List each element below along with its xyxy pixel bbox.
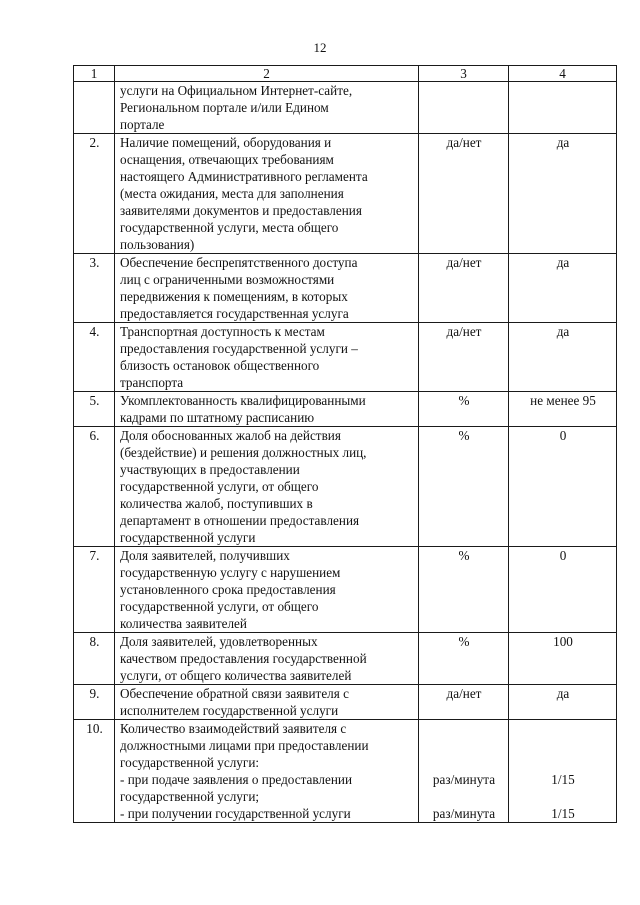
description-line: - при получении государственной услуги — [120, 806, 351, 821]
description-line: транспорта — [120, 375, 184, 390]
column-header: 2 — [115, 66, 419, 82]
column-header: 4 — [509, 66, 617, 82]
indicator-description — [115, 134, 419, 254]
description-line: качеством предоставления государственной — [120, 651, 367, 666]
description-line: государственной услуги — [120, 530, 256, 545]
value-cell — [509, 82, 617, 134]
unit-line — [424, 737, 504, 754]
indicator-description — [115, 392, 419, 427]
unit-cell: да/нет — [419, 134, 509, 254]
description-line: участвующих в предоставлении — [120, 462, 300, 477]
unit-cell — [419, 720, 509, 823]
row-number: 10. — [74, 720, 115, 823]
description-line: государственной услуги, места общего — [120, 220, 339, 235]
unit-cell: да/нет — [419, 254, 509, 323]
row-number: 5. — [74, 392, 115, 427]
description-line: департамент в отношении предоставления — [120, 513, 360, 528]
description-line: Транспортная доступность к местам — [120, 324, 325, 339]
value-line — [514, 737, 612, 754]
table-row — [74, 633, 617, 685]
description-line: заявителями документов и предоставления — [120, 203, 362, 218]
description-line: кадрами по штатному расписанию — [120, 410, 315, 425]
description-line: настоящего Административного регламента — [120, 169, 368, 184]
unit-line: раз/минута — [432, 772, 496, 787]
description-line: Доля обоснованных жалоб на действия — [120, 428, 341, 443]
value-cell: не менее 95 — [509, 392, 617, 427]
indicator-description — [115, 547, 419, 633]
table-row — [74, 82, 617, 134]
description-line: государственной услуги; — [120, 789, 260, 804]
row-number: 3. — [74, 254, 115, 323]
unit-cell: % — [419, 633, 509, 685]
row-number: 7. — [74, 547, 115, 633]
indicator-description — [115, 633, 419, 685]
description-line: исполнителем государственной услуги — [120, 703, 339, 718]
indicator-description — [115, 720, 419, 823]
value-cell: да — [509, 685, 617, 720]
value-cell: 0 — [509, 547, 617, 633]
description-line: портале — [120, 117, 165, 132]
unit-cell: % — [419, 392, 509, 427]
description-line: оснащения, отвечающих требованиям — [120, 152, 334, 167]
value-cell: да — [509, 134, 617, 254]
unit-cell — [419, 82, 509, 134]
description-line: Количество взаимодействий заявителя с — [120, 721, 347, 736]
row-number: 9. — [74, 685, 115, 720]
description-line: Наличие помещений, оборудования и — [120, 135, 332, 150]
row-number: 4. — [74, 323, 115, 392]
description-line: Обеспечение беспрепятственного доступа — [120, 255, 358, 270]
description-line: Доля заявителей, удовлетворенных — [120, 634, 318, 649]
indicators-table — [73, 65, 617, 823]
row-number: 8. — [74, 633, 115, 685]
unit-line — [424, 720, 504, 737]
description-line: государственной услуги: — [120, 755, 260, 770]
row-number — [74, 82, 115, 134]
description-line: количества жалоб, поступивших в — [120, 496, 313, 511]
table-row — [74, 427, 617, 547]
description-line: количества заявителей — [120, 616, 247, 631]
description-line: (места ожидания, места для заполнения — [120, 186, 344, 201]
row-number: 2. — [74, 134, 115, 254]
unit-cell: % — [419, 427, 509, 547]
unit-line — [424, 788, 504, 805]
description-line: передвижения к помещениям, в которых — [120, 289, 348, 304]
column-header: 1 — [74, 66, 115, 82]
description-line: предоставляется государственная услуга — [120, 306, 349, 321]
description-line: должностными лицами при предоставлении — [120, 738, 369, 753]
column-header: 3 — [419, 66, 509, 82]
value-cell: да — [509, 254, 617, 323]
value-cell — [509, 720, 617, 823]
table-row — [74, 134, 617, 254]
description-line: пользования) — [120, 237, 195, 252]
table-row — [74, 720, 617, 823]
table-row — [74, 547, 617, 633]
value-line — [514, 788, 612, 805]
value-line: 1/15 — [551, 772, 575, 787]
indicator-description — [115, 82, 419, 134]
unit-cell: да/нет — [419, 685, 509, 720]
description-line: Региональном портале и/или Едином — [120, 100, 329, 115]
table-row — [74, 392, 617, 427]
description-line: близость остановок общественного — [120, 358, 320, 373]
indicator-description — [115, 427, 419, 547]
unit-cell: % — [419, 547, 509, 633]
indicator-description — [115, 323, 419, 392]
table-row — [74, 685, 617, 720]
unit-line: раз/минута — [432, 806, 496, 821]
indicator-description — [115, 254, 419, 323]
description-line: Доля заявителей, получивших — [120, 548, 290, 563]
description-line: Обеспечение обратной связи заявителя с — [120, 686, 349, 701]
table-row — [74, 254, 617, 323]
description-line: установленного срока предоставления — [120, 582, 336, 597]
row-number: 6. — [74, 427, 115, 547]
table-row — [74, 323, 617, 392]
description-line: Укомплектованность квалифицированными — [120, 393, 366, 408]
table-body — [74, 82, 617, 823]
value-line: 1/15 — [551, 806, 575, 821]
description-line: услуги, от общего количества заявителей — [120, 668, 352, 683]
description-line: - при подаче заявления о предоставлении — [120, 772, 353, 787]
value-cell: 0 — [509, 427, 617, 547]
value-cell: да — [509, 323, 617, 392]
value-line — [514, 754, 612, 771]
page-number: 12 — [313, 40, 327, 55]
description-line: государственной услуги, от общего — [120, 479, 319, 494]
unit-line — [424, 754, 504, 771]
description-line: (бездействие) и решения должностных лиц, — [120, 445, 367, 460]
value-cell: 100 — [509, 633, 617, 685]
indicator-description — [115, 685, 419, 720]
description-line: государственную услугу с нарушением — [120, 565, 341, 580]
table-header-row — [74, 66, 617, 82]
description-line: лиц с ограниченными возможностями — [120, 272, 335, 287]
unit-cell: да/нет — [419, 323, 509, 392]
description-line: предоставления государственной услуги – — [120, 341, 358, 356]
description-line: услуги на Официальном Интернет-сайте, — [120, 83, 353, 98]
description-line: государственной услуги, от общего — [120, 599, 319, 614]
value-line — [514, 720, 612, 737]
